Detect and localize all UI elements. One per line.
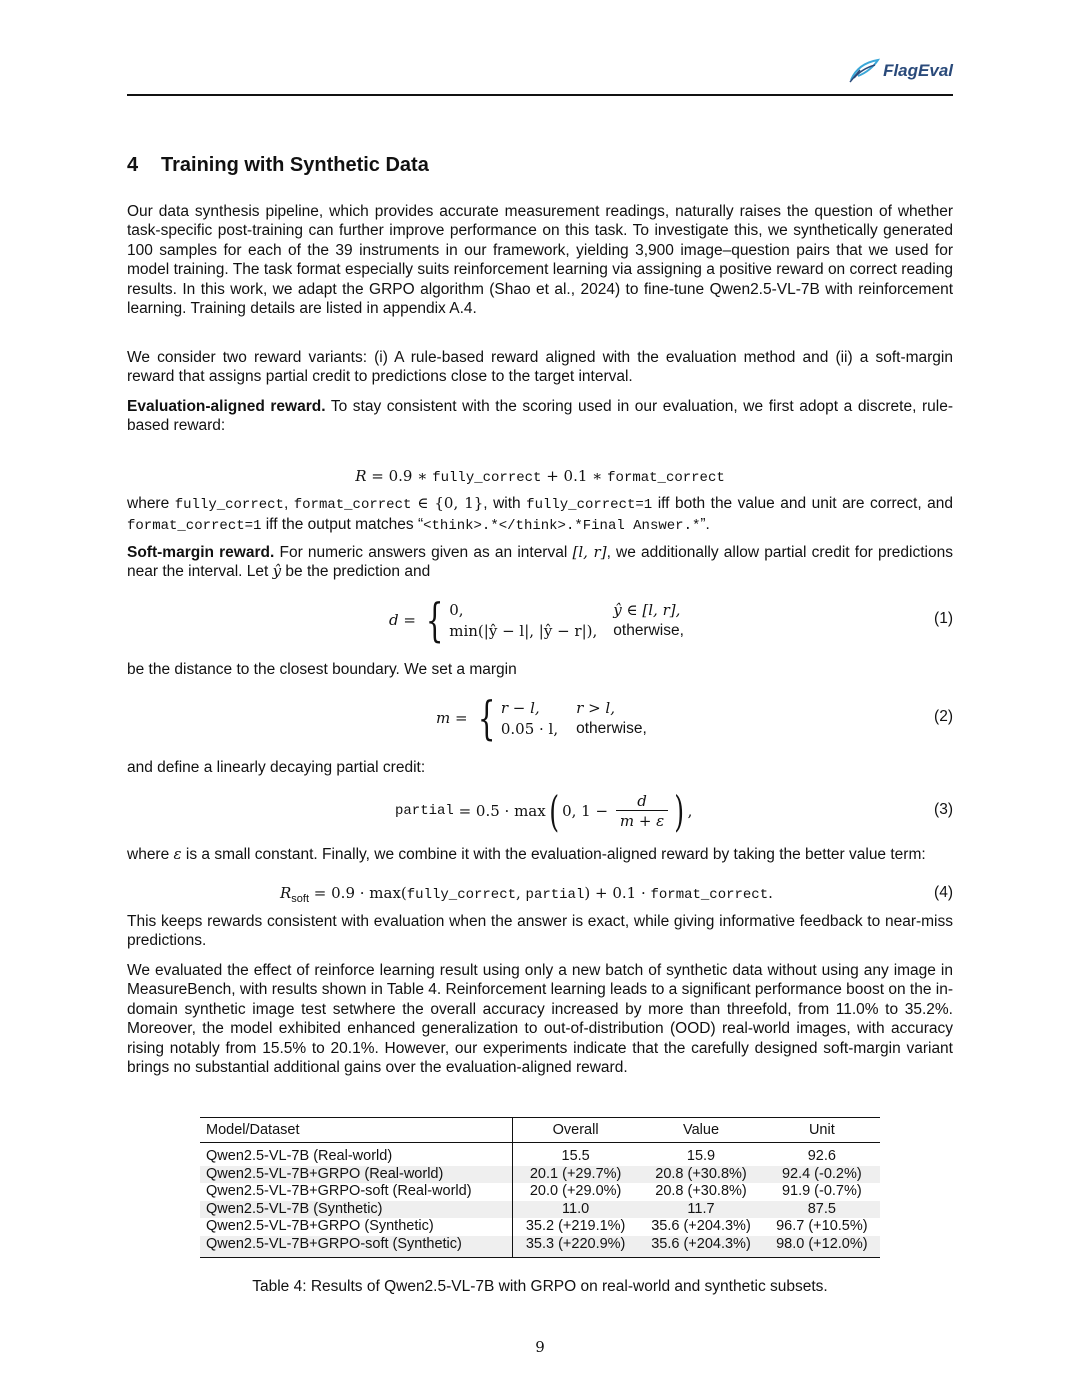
cell-unit: 91.9 (-0.7%) <box>781 1183 862 1199</box>
eq4-period: . <box>768 884 773 902</box>
col-header-value: Value <box>638 1118 763 1143</box>
eq1-cases <box>449 601 684 640</box>
eq1-case2-value: min(|ŷ − l|, |ŷ − r|), <box>449 621 598 640</box>
eq2-case2-condition: otherwise, <box>576 719 647 737</box>
eq2-case1-value: r − l, <box>500 698 540 717</box>
code-pattern: <think>.*</think>.*Final Answer.* <box>423 518 701 535</box>
text: , <box>283 495 294 512</box>
eq-var-fully-correct: fully_correct <box>432 470 542 486</box>
table-row <box>200 1218 880 1236</box>
paragraph-reward-variants: We consider two reward variants: (i) A rule-based reward aligned with the evaluation method and (ii) a soft-margin reward that assigns partial credit to predictions close to the target interval. <box>127 349 953 386</box>
eq3-denominator: m + ε <box>616 810 668 830</box>
eq3-comma: , <box>687 802 693 820</box>
eq4-comma: , <box>516 884 526 902</box>
paragraph-soft-reward <box>127 543 953 582</box>
paragraph-eval-reward <box>127 397 953 436</box>
code: format_correct=1 <box>127 518 262 535</box>
eq4-var: format_correct <box>650 887 769 903</box>
cell-overall: 35.2 (+219.1%) <box>512 1218 638 1236</box>
eq4-part: = 0.9 · max( <box>309 884 407 902</box>
equation-number: (2) <box>934 708 953 725</box>
cell-unit: 92.4 (-0.2%) <box>764 1166 880 1184</box>
text: is a small constant. Finally, we combine it with the evaluation-aligned reward by taking the better value term: <box>181 846 926 863</box>
cell-unit: 96.7 (+10.5%) <box>776 1218 868 1234</box>
text: , with <box>483 495 527 512</box>
eq2-cases <box>501 699 647 738</box>
cell-overall: 15.5 <box>512 1143 638 1166</box>
eq1-case1-value: 0, <box>449 600 464 619</box>
paragraph-partial: and define a linearly decaying partial credit: <box>127 759 426 776</box>
eval-reward-heading: Evaluation-aligned reward. <box>127 398 326 415</box>
cell-value: 15.9 <box>686 1148 716 1164</box>
eq3-fraction <box>616 792 668 830</box>
soft-reward-heading: Soft-margin reward. <box>127 544 275 561</box>
equation-3 <box>127 786 953 836</box>
eq4-part: ) + 0.1 · <box>584 884 651 902</box>
eq3-inner: 0, 1 − <box>562 802 613 820</box>
eq1-case1-condition: ŷ ∈ [l, r], <box>613 600 681 619</box>
text: be the prediction and <box>281 563 431 581</box>
eq4-var: partial <box>525 887 585 903</box>
equation-number: (4) <box>934 884 953 901</box>
brace: { <box>477 691 495 745</box>
cell-overall: 11.0 <box>512 1201 638 1219</box>
eq3-max: = 0.5 · max <box>453 802 546 820</box>
logo-text: FlagEval <box>883 61 953 80</box>
cell-overall: 20.1 (+29.7%) <box>512 1166 638 1184</box>
paragraph-keeps: This keeps rewards consistent with evaluation when the answer is exact, while giving informative feedback to near-miss predictions. <box>127 913 953 950</box>
table-row <box>200 1201 880 1219</box>
cell-overall: 20.0 (+29.0%) <box>512 1183 638 1201</box>
cell-value: 35.6 (+204.3%) <box>651 1218 751 1234</box>
text: For numeric answers given as an interval <box>274 544 573 561</box>
math-yhat: ŷ <box>272 562 282 581</box>
eq2-case1-condition: r > l, <box>576 698 615 717</box>
results-table <box>200 1117 880 1258</box>
table-row <box>200 1166 880 1184</box>
eq3-numerator: d <box>637 792 647 810</box>
table-row <box>200 1183 880 1201</box>
eq-symbol-R: R <box>355 467 367 485</box>
eq-var-format-correct: format_correct <box>607 470 725 486</box>
math: ∈ {0, 1} <box>411 494 484 512</box>
table-row <box>200 1236 880 1258</box>
flag-icon <box>848 58 880 84</box>
cell-value: 11.7 <box>638 1201 763 1219</box>
cell-model: Qwen2.5-VL-7B+GRPO (Real-world) <box>200 1166 512 1184</box>
cell-value: 20.8 (+30.8%) <box>655 1183 747 1199</box>
eq2-case2-value: 0.05 · l, <box>500 719 559 738</box>
col-header-overall: Overall <box>512 1118 638 1143</box>
paragraph-evaluation: We evaluated the effect of reinforce learning result using only a new batch of synthetic data without using any image in MeasureBench, with results shown in Table 4. Reinforcement learning leads to a significant performance boost on the in-domain synthetic image test setwhere the overall accuracy increased by more than threefold, from 11.0% to 35.2%. Moreover, the model exhibited enhanced generalization to out-of-distribution (OOD) real-world images, with accuracy rising notably from 15.5% to 20.1%. However, our experiments indicate that the carefully designed soft-margin variant brings no substantial additional gains over the evaluation-aligned reward. <box>127 962 953 1077</box>
text: iff the output matches “ <box>261 516 424 534</box>
cell-value: 35.6 (+204.3%) <box>638 1236 763 1258</box>
text: ”. <box>700 516 710 534</box>
flageval-logo <box>848 58 953 84</box>
math-interval: [l, r] <box>572 543 607 561</box>
page-header <box>127 54 953 96</box>
cell-value: 20.8 (+30.8%) <box>638 1166 763 1184</box>
col-header-unit: Unit <box>764 1118 880 1143</box>
eq3-close-paren: ) <box>674 786 685 836</box>
eq4-var: fully_correct <box>406 887 516 903</box>
col-header-model: Model/Dataset <box>200 1118 512 1143</box>
table-header-row <box>200 1118 880 1143</box>
eq-coef-1: 0.9 ∗ <box>388 467 433 485</box>
code: fully_correct=1 <box>526 497 653 513</box>
cell-unit: 87.5 <box>764 1201 880 1219</box>
eq4-R: R <box>280 884 292 902</box>
eq2-lhs: m = <box>436 709 468 727</box>
table-caption: Table 4: Results of Qwen2.5-VL-7B with GRPO on real-world and synthetic subsets. <box>252 1278 828 1295</box>
eq1-case2-condition: otherwise, <box>613 621 684 639</box>
page-number: 9 <box>535 1338 545 1356</box>
text: where <box>127 495 175 512</box>
eq-plus: + 0.1 ∗ <box>541 467 608 485</box>
cell-model: Qwen2.5-VL-7B (Synthetic) <box>200 1201 512 1219</box>
section-number: 4 <box>127 154 139 176</box>
cell-model: Qwen2.5-VL-7B+GRPO-soft (Real-world) <box>206 1183 472 1199</box>
equation-eval-reward <box>127 467 953 486</box>
cell-model: Qwen2.5-VL-7B+GRPO (Synthetic) <box>206 1218 434 1234</box>
code: format_correct <box>293 497 412 513</box>
cell-overall: 35.3 (+220.9%) <box>512 1236 638 1258</box>
paragraph-intro: Our data synthesis pipeline, which provides accurate measurement readings, naturally raises the question of whether task-specific post-training can further improve performance on this task. To investigate this, we synthetically generated 100 samples for each of the 39 instruments in our framework, yielding 3,900 image–question pairs that we used for model training. The task format especially suits reinforcement learning via assigning a positive reward on correct reading results. In this work, we adapt the GRPO algorithm (Shao et al., 2024) to fine-tune Qwen2.5-VL-7B with reinforcement learning. Training details are listed in appendix A.4. <box>127 203 953 318</box>
eq4-subscript: soft <box>291 893 310 906</box>
text: iff both the value and unit are correct, and <box>652 495 953 512</box>
eq1-lhs: d = <box>389 611 416 629</box>
eval-reward-text: To stay consistent with the scoring used in our evaluation, we first adopt a discrete, rule-based reward: <box>127 398 953 435</box>
equation-4 <box>127 884 953 906</box>
text: , we additionally allow partial credit for predictions near the interval. Let <box>127 544 953 581</box>
math-epsilon: ε <box>173 845 182 863</box>
paragraph-where-1 <box>127 494 953 537</box>
equation-number: (3) <box>934 801 953 818</box>
equation-1 <box>127 592 953 648</box>
equation-number: (1) <box>934 610 953 627</box>
eq3-open-paren: ( <box>548 786 559 836</box>
eq-equals: = <box>366 467 389 485</box>
section-heading <box>127 154 429 177</box>
cell-unit: 92.6 <box>807 1148 836 1164</box>
brace: { <box>425 593 444 647</box>
table-row <box>200 1143 880 1166</box>
section-title: Training with Synthetic Data <box>161 154 429 176</box>
text: where <box>127 846 174 863</box>
cell-model: Qwen2.5-VL-7B (Real-world) <box>206 1148 393 1164</box>
cell-model: Qwen2.5-VL-7B+GRPO-soft (Synthetic) <box>200 1236 512 1258</box>
code: fully_correct <box>174 497 284 513</box>
paragraph-distance: be the distance to the closest boundary. We set a margin <box>127 661 517 678</box>
eq3-lhs: partial <box>395 803 454 819</box>
cell-unit: 98.0 (+12.0%) <box>764 1236 880 1258</box>
paragraph-where-2 <box>127 845 953 864</box>
equation-2 <box>127 690 953 746</box>
